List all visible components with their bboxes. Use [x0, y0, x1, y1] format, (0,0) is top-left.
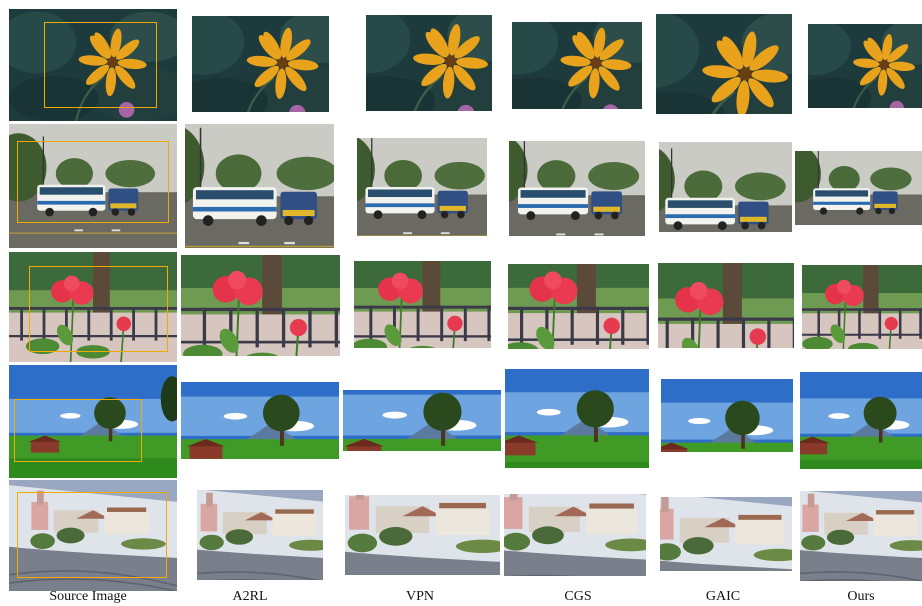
photo-yellow-flower-cgs	[512, 22, 642, 109]
photo-meadow-tree-barn-cgs	[505, 369, 649, 468]
photo-red-roses-fence-gaic	[658, 263, 794, 348]
column-label-gaic: GAIC	[705, 589, 741, 604]
photo-stone-village-street-a2rl	[197, 490, 323, 580]
column-label-cgs: CGS	[564, 589, 592, 604]
photo-buses-on-road-a2rl	[185, 124, 334, 248]
photo-yellow-flower-vpn	[366, 15, 492, 111]
photo-red-roses-fence-a2rl	[181, 255, 340, 356]
photo-yellow-flower-a2rl	[192, 16, 329, 112]
column-label-source: Source Image	[49, 589, 127, 604]
column-label-vpn: VPN	[405, 589, 434, 604]
crop-box-buses-on-road	[17, 141, 169, 223]
photo-red-roses-fence-vpn	[354, 261, 491, 348]
photo-yellow-flower-source	[9, 9, 177, 121]
crop-box-yellow-flower	[44, 22, 157, 108]
crop-box-meadow-tree-barn	[14, 399, 142, 462]
photo-meadow-tree-barn-a2rl	[181, 382, 339, 459]
photo-meadow-tree-barn-source	[9, 365, 177, 478]
photo-buses-on-road-cgs	[509, 141, 645, 236]
crop-box-stone-village-street	[17, 492, 167, 578]
crop-box-red-roses-fence	[29, 266, 168, 352]
photo-red-roses-fence-cgs	[508, 264, 649, 349]
column-label-a2rl: A2RL	[232, 589, 268, 604]
column-label-ours: Ours	[847, 589, 875, 604]
photo-red-roses-fence-source	[9, 252, 177, 362]
photo-stone-village-street-cgs	[504, 494, 646, 576]
photo-yellow-flower-gaic	[656, 14, 792, 114]
photo-meadow-tree-barn-ours	[800, 372, 922, 469]
photo-buses-on-road-vpn	[357, 138, 487, 236]
photo-stone-village-street-ours	[800, 491, 922, 581]
photo-stone-village-street-source	[9, 480, 177, 591]
photo-meadow-tree-barn-vpn	[343, 390, 501, 451]
photo-yellow-flower-ours	[808, 24, 922, 108]
photo-stone-village-street-vpn	[345, 495, 500, 575]
photo-meadow-tree-barn-gaic	[661, 379, 793, 452]
photo-stone-village-street-gaic	[660, 497, 792, 571]
photo-buses-on-road-source	[9, 124, 177, 248]
photo-buses-on-road-gaic	[659, 142, 792, 232]
photo-buses-on-road-ours	[795, 151, 922, 225]
photo-red-roses-fence-ours	[802, 265, 922, 349]
